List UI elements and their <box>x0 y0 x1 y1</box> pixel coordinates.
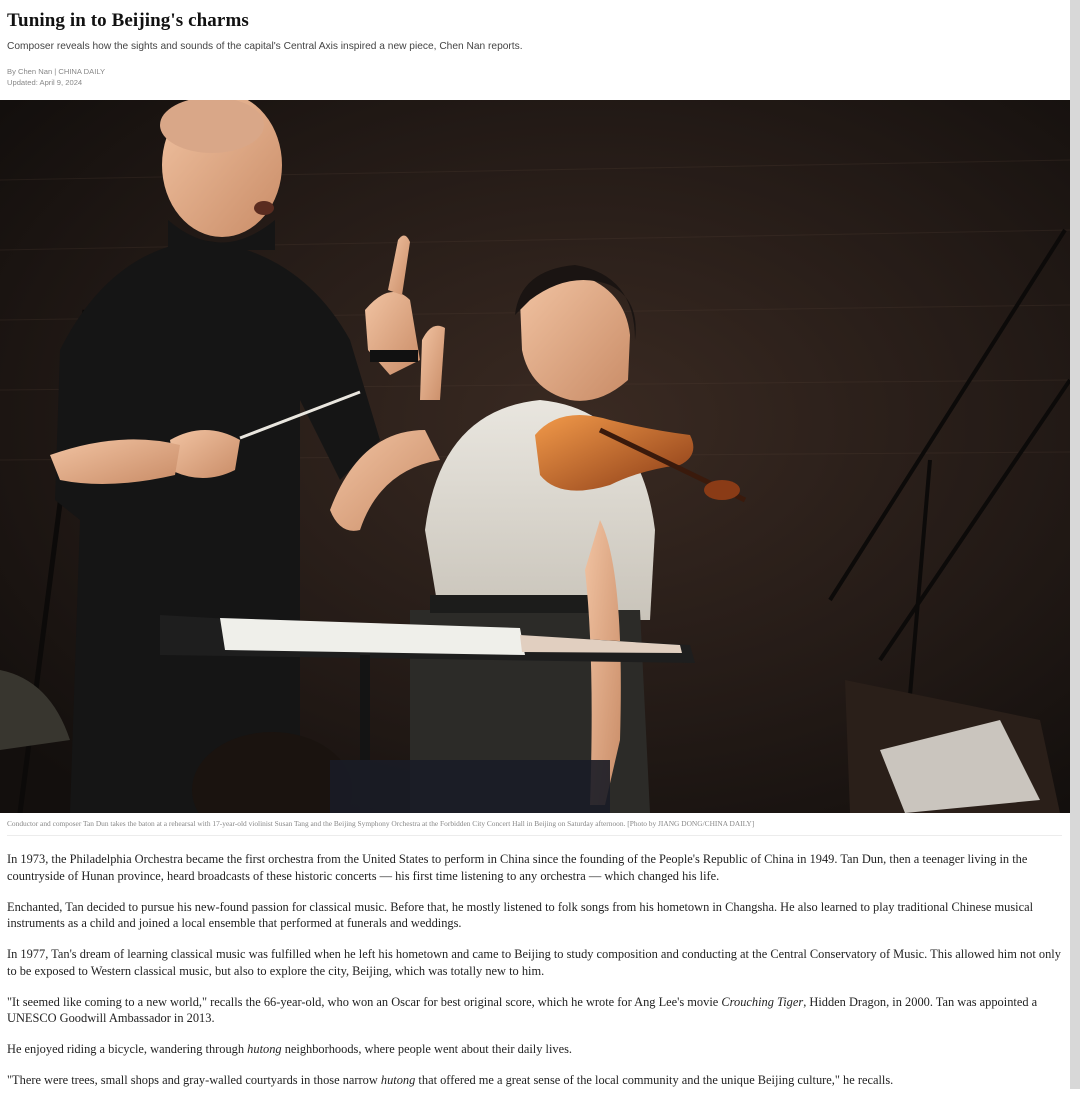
body-paragraph: Enchanted, Tan decided to pursue his new-found passion for classical music. Before that, he mostly listened to folk songs from his hometown in Changsha. He also learned to play traditional Chinese musical instruments as a child and joined a local ensemble that performed at funerals and weddings. <box>7 899 1034 930</box>
hutong-term: hutong <box>380 1073 416 1087</box>
article-headline: Tuning in to Beijing's charms <box>7 10 249 31</box>
paragraph-text: He enjoyed riding a bicycle, wandering through <box>7 1042 248 1056</box>
article-dek: Composer reveals how the sights and sounds of the capital's Central Axis inspired a new piece, Chen Nan reports. <box>7 41 523 52</box>
photo-caption: Conductor and composer Tan Dun takes the baton at a rehearsal with 17-year-old violinist Susan Tang and the Beijing Symphony Orchestra at the Forbidden City Concert Hall in Beijing on Saturday afternoon. [Photo by JIANG DONG/CHINA DAILY] <box>7 819 755 828</box>
paragraph-text: "It seemed like coming to a new world," recalls the 66-year-old, who won an Oscar for best original score, which he wrote for Ang Lee's movie <box>7 994 722 1009</box>
updated-date: Updated: April 9, 2024 <box>7 78 83 87</box>
article-byline-block <box>7 66 105 88</box>
paragraph-text: that offered me a great sense of the local community and the unique Beijing culture," he recalls. <box>415 1073 894 1087</box>
hutong-term: hutong <box>247 1042 282 1056</box>
paragraph-text: , Hidden Dragon, in 2000. Tan was appointed a UNESCO Goodwill Ambassador in 2013. <box>7 994 1038 1025</box>
paragraph-text: "There were trees, small shops and gray-walled courtyards in those narrow <box>7 1073 381 1087</box>
body-paragraph: In 1977, Tan's dream of learning classical music was fulfilled when he left his hometown and came to Beijing to study composition and conducting at the Central Conservatory of Music. This allowed him not only to be exposed to Western classical music, but also to explore the city, Beijing, which was totally new to him. <box>7 947 1061 978</box>
byline: By Chen Nan | CHINA DAILY <box>7 67 106 76</box>
body-paragraph <box>7 1072 1065 1089</box>
body-paragraph <box>7 994 1065 1027</box>
film-title: Crouching Tiger <box>721 994 804 1009</box>
scrollbar-track[interactable] <box>1070 0 1080 1089</box>
caption-divider <box>7 835 1062 836</box>
body-paragraph <box>7 1041 1065 1058</box>
body-paragraph: In 1973, the Philadelphia Orchestra became the first orchestra from the United States to perform in China since the founding of the People's Republic of China in 1949. Tan Dun, then a teenager living in the countryside of Hunan province, heard broadcasts of these historic concerts — his first time listening to any orchestra — which changed his life. <box>7 852 1028 883</box>
article-body <box>7 851 1065 1103</box>
paragraph-text: neighborhoods, where people went about their daily lives. <box>281 1042 573 1056</box>
hero-photo <box>0 100 1070 813</box>
